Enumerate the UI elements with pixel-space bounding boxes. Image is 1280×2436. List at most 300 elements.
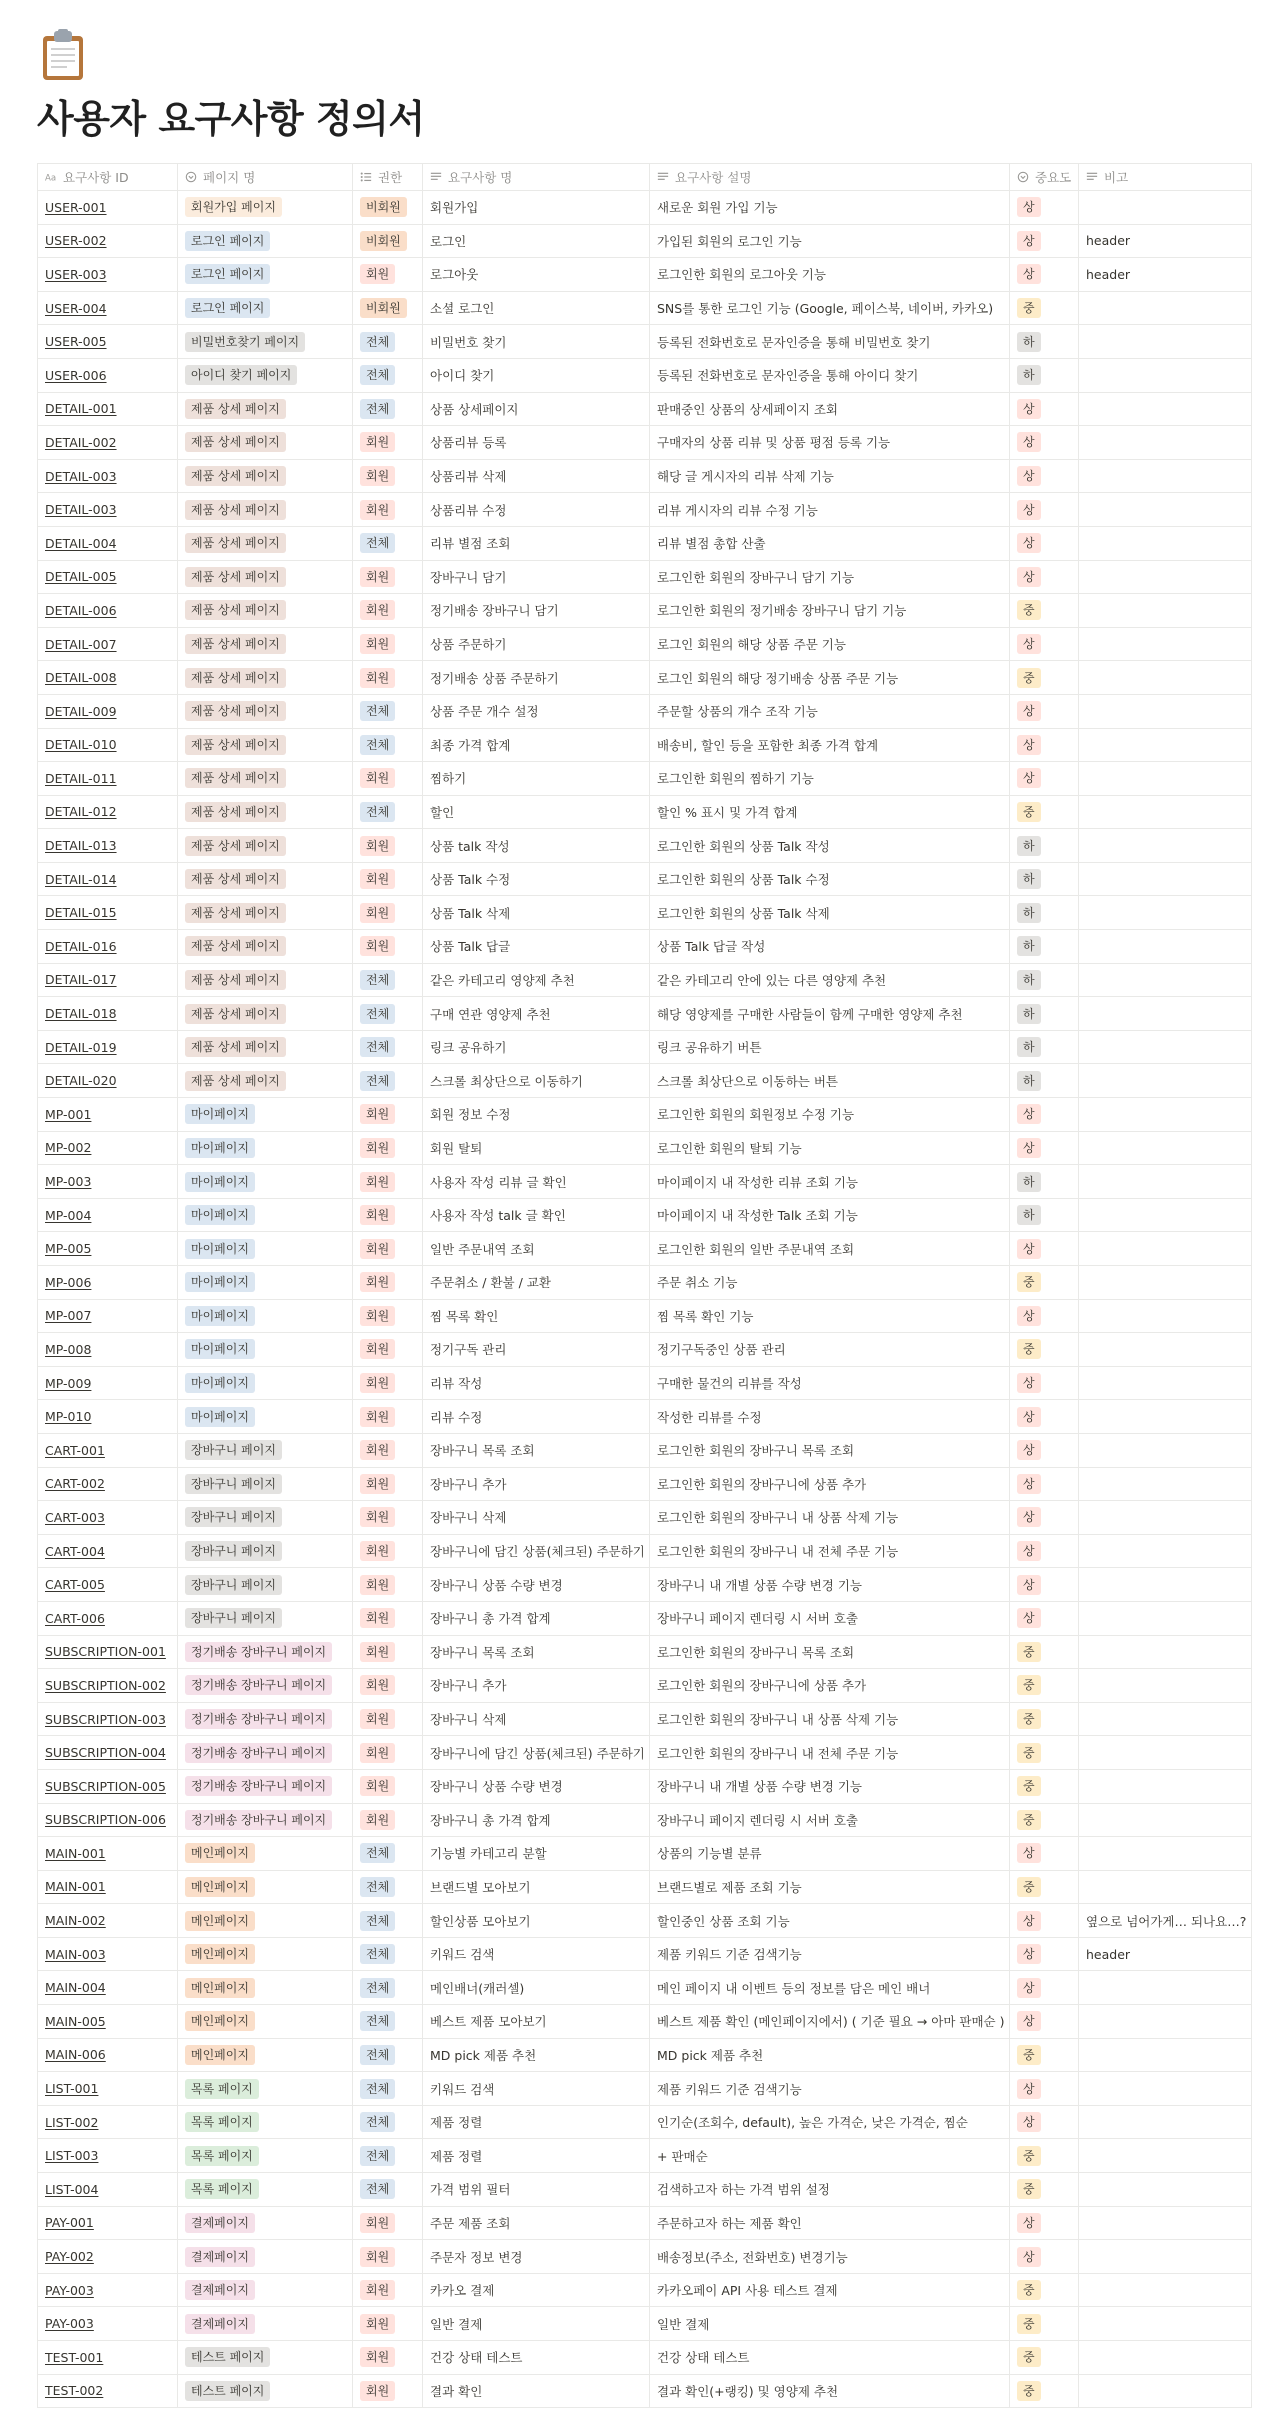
requirement-id-link[interactable]: MAIN-001: [45, 1845, 106, 1861]
requirement-desc-cell: 찜 목록 확인 기능: [650, 1299, 1010, 1333]
page-tag: 로그인 페이지: [185, 298, 270, 318]
requirement-name-cell: 비밀번호 찾기: [423, 325, 650, 359]
priority-cell: [1010, 1501, 1079, 1535]
auth-tag: 회원: [360, 1507, 395, 1527]
page-name-cell: [178, 930, 353, 964]
requirement-desc-cell: 같은 카테고리 안에 있는 다른 영양제 추천: [650, 963, 1010, 997]
page-tag: 장바구니 페이지: [185, 1575, 282, 1595]
requirement-id-link[interactable]: MAIN-001: [45, 1879, 106, 1895]
requirement-id-cell: [38, 1534, 178, 1568]
requirement-id-cell: [38, 1601, 178, 1635]
requirement-name-cell: 로그인: [423, 224, 650, 258]
requirement-id-link[interactable]: MP-010: [45, 1409, 92, 1425]
priority-tag: 상: [1017, 634, 1041, 654]
auth-tag: 회원: [360, 1272, 395, 1292]
auth-tag: 비회원: [360, 197, 407, 217]
requirement-id-link[interactable]: CART-001: [45, 1442, 105, 1458]
requirement-id-link[interactable]: DETAIL-008: [45, 670, 117, 686]
page-name-cell: [178, 224, 353, 258]
requirement-desc-cell: 브랜드별로 제품 조회 기능: [650, 1870, 1010, 1904]
auth-tag: 회원: [360, 1642, 395, 1662]
auth-cell: [353, 795, 423, 829]
requirement-id-link[interactable]: DETAIL-011: [45, 770, 117, 786]
requirement-id-cell: [38, 627, 178, 661]
column-header-id[interactable]: [38, 164, 178, 191]
priority-cell: [1010, 862, 1079, 896]
requirement-id-link[interactable]: LIST-003: [45, 2148, 99, 2164]
list-icon: [360, 171, 372, 183]
page-name-cell: [178, 795, 353, 829]
page-tag: 장바구니 페이지: [185, 1608, 282, 1628]
note-cell: [1079, 426, 1252, 460]
note-cell: [1079, 627, 1252, 661]
page-name-cell: [178, 2005, 353, 2039]
page-tag: 목록 페이지: [185, 2146, 259, 2166]
requirement-id-link[interactable]: PAY-003: [45, 2282, 94, 2298]
requirement-name-cell: 가격 범위 필터: [423, 2173, 650, 2207]
requirement-id-cell: [38, 694, 178, 728]
auth-cell: [353, 493, 423, 527]
priority-cell: [1010, 1870, 1079, 1904]
auth-tag: 전체: [360, 1911, 395, 1931]
requirement-id-link[interactable]: DETAIL-013: [45, 838, 117, 854]
auth-tag: 회원: [360, 1675, 395, 1695]
auth-cell: [353, 2105, 423, 2139]
page-tag: 테스트 페이지: [185, 2347, 270, 2367]
note-cell: [1079, 2139, 1252, 2173]
requirement-id-link[interactable]: MAIN-005: [45, 2013, 106, 2029]
requirement-id-link[interactable]: CART-004: [45, 1543, 105, 1559]
priority-tag: 중: [1017, 2045, 1041, 2065]
requirement-id-link[interactable]: PAY-003: [45, 2316, 94, 2332]
requirement-desc-cell: 등록된 전화번호로 문자인증을 통해 비밀번호 찾기: [650, 325, 1010, 359]
table-row: [38, 2038, 1252, 2072]
note-cell: [1079, 1971, 1252, 2005]
requirement-id-link[interactable]: USER-002: [45, 233, 107, 249]
page-name-cell: [178, 1635, 353, 1669]
requirement-id-link[interactable]: MP-008: [45, 1341, 92, 1357]
page-tag: 결제페이지: [185, 2280, 255, 2300]
requirement-name-cell: 리뷰 별점 조회: [423, 526, 650, 560]
column-header-label: 페이지 명: [203, 170, 256, 185]
page-name-cell: [178, 358, 353, 392]
table-row: [38, 291, 1252, 325]
requirement-id-link[interactable]: SUBSCRIPTION-005: [45, 1778, 166, 1794]
auth-cell: [353, 325, 423, 359]
note-cell: header: [1079, 1937, 1252, 1971]
auth-cell: [353, 258, 423, 292]
requirement-id-cell: [38, 1937, 178, 1971]
requirement-id-link[interactable]: LIST-001: [45, 2081, 99, 2097]
page-tag: 메인페이지: [185, 1944, 255, 1964]
requirement-id-link[interactable]: SUBSCRIPTION-001: [45, 1644, 166, 1660]
table-row: [38, 1232, 1252, 1266]
requirement-id-link[interactable]: DETAIL-014: [45, 871, 117, 887]
table-row: [38, 325, 1252, 359]
requirement-id-cell: [38, 191, 178, 225]
requirement-name-cell: 일반 결제: [423, 2307, 650, 2341]
requirement-id-link[interactable]: LIST-004: [45, 2181, 99, 2197]
requirement-id-link[interactable]: TEST-002: [45, 2383, 104, 2399]
note-cell: [1079, 762, 1252, 796]
page-name-cell: [178, 1534, 353, 1568]
priority-tag: 중: [1017, 2179, 1041, 2199]
column-header-desc[interactable]: [650, 164, 1010, 191]
requirement-id-cell: [38, 896, 178, 930]
priority-tag: 상: [1017, 1541, 1041, 1561]
table-row: [38, 1937, 1252, 1971]
requirement-id-link[interactable]: DETAIL-018: [45, 1006, 117, 1022]
note-cell: [1079, 1131, 1252, 1165]
note-cell: [1079, 1366, 1252, 1400]
priority-tag: 상: [1017, 231, 1041, 251]
requirement-name-cell: 찜 목록 확인: [423, 1299, 650, 1333]
priority-cell: [1010, 358, 1079, 392]
requirement-id-link[interactable]: TEST-001: [45, 2349, 104, 2365]
auth-tag: 회원: [360, 1743, 395, 1763]
priority-cell: [1010, 493, 1079, 527]
requirement-name-cell: 장바구니 상품 수량 변경: [423, 1769, 650, 1803]
table-row: [38, 728, 1252, 762]
page-tag: 목록 페이지: [185, 2079, 259, 2099]
priority-cell: [1010, 1333, 1079, 1367]
page-name-cell: [178, 661, 353, 695]
priority-cell: [1010, 1937, 1079, 1971]
clipboard-icon: [37, 28, 89, 82]
requirement-id-link[interactable]: MAIN-004: [45, 1980, 106, 1996]
requirement-id-link[interactable]: MP-001: [45, 1106, 92, 1122]
page-name-cell: [178, 1098, 353, 1132]
requirement-id-link[interactable]: USER-001: [45, 199, 107, 215]
table-row: [38, 1400, 1252, 1434]
requirement-desc-cell: 리뷰 별점 총합 산출: [650, 526, 1010, 560]
table-row: [38, 829, 1252, 863]
requirement-id-link[interactable]: DETAIL-004: [45, 535, 117, 551]
auth-cell: [353, 2038, 423, 2072]
priority-cell: [1010, 1803, 1079, 1837]
column-header-priority[interactable]: [1010, 164, 1079, 191]
requirement-id-link[interactable]: DETAIL-012: [45, 804, 117, 820]
requirement-id-link[interactable]: DETAIL-017: [45, 972, 117, 988]
requirement-id-link[interactable]: DETAIL-009: [45, 703, 117, 719]
requirement-id-link[interactable]: DETAIL-007: [45, 636, 117, 652]
requirement-id-link[interactable]: USER-004: [45, 300, 107, 316]
auth-cell: [353, 661, 423, 695]
priority-tag: 상: [1017, 1507, 1041, 1527]
auth-cell: [353, 728, 423, 762]
priority-cell: [1010, 2173, 1079, 2207]
note-cell: [1079, 2038, 1252, 2072]
note-cell: [1079, 829, 1252, 863]
requirement-desc-cell: 주문 취소 기능: [650, 1266, 1010, 1300]
page-name-cell: [178, 2273, 353, 2307]
page-tag: 제품 상세 페이지: [185, 1037, 286, 1057]
requirement-id-link[interactable]: DETAIL-003: [45, 468, 117, 484]
table-row: [38, 392, 1252, 426]
requirement-name-cell: 건강 상태 테스트: [423, 2341, 650, 2375]
requirement-name-cell: 리뷰 작성: [423, 1366, 650, 1400]
requirement-id-link[interactable]: DETAIL-015: [45, 905, 117, 921]
requirement-desc-cell: 정기구독중인 상품 관리: [650, 1333, 1010, 1367]
auth-cell: [353, 594, 423, 628]
requirement-id-cell: [38, 2072, 178, 2106]
column-header-label: 요구사항 설명: [675, 170, 752, 185]
column-header-note[interactable]: [1079, 164, 1252, 191]
requirement-desc-cell: 주문하고자 하는 제품 확인: [650, 2206, 1010, 2240]
page-name-cell: [178, 1198, 353, 1232]
requirement-name-cell: 로그아웃: [423, 258, 650, 292]
requirement-id-link[interactable]: MAIN-002: [45, 1913, 106, 1929]
requirement-id-cell: [38, 1131, 178, 1165]
page-tag: 아이디 찾기 페이지: [185, 365, 297, 385]
requirement-id-link[interactable]: DETAIL-002: [45, 434, 117, 450]
page-tag: 제품 상세 페이지: [185, 1071, 286, 1091]
page-name-cell: [178, 1971, 353, 2005]
column-header-name[interactable]: [423, 164, 650, 191]
priority-cell: [1010, 2105, 1079, 2139]
text-icon: [657, 171, 669, 183]
requirement-desc-cell: 마이페이지 내 작성한 리뷰 조회 기능: [650, 1165, 1010, 1199]
page-name-cell: [178, 2105, 353, 2139]
page-tag: 제품 상세 페이지: [185, 668, 286, 688]
priority-tag: 상: [1017, 768, 1041, 788]
requirement-id-link[interactable]: DETAIL-001: [45, 401, 117, 417]
auth-tag: 회원: [360, 1709, 395, 1729]
requirement-id-cell: [38, 795, 178, 829]
priority-cell: [1010, 930, 1079, 964]
requirement-name-cell: 기능별 카테고리 분할: [423, 1837, 650, 1871]
requirement-id-link[interactable]: SUBSCRIPTION-004: [45, 1745, 166, 1761]
auth-tag: 전체: [360, 2079, 395, 2099]
requirement-id-link[interactable]: DETAIL-005: [45, 569, 117, 585]
requirement-id-link[interactable]: MP-009: [45, 1375, 92, 1391]
requirement-id-link[interactable]: CART-005: [45, 1577, 105, 1593]
requirement-id-link[interactable]: MP-005: [45, 1241, 92, 1257]
requirement-desc-cell: 로그인 회원의 해당 정기배송 상품 주문 기능: [650, 661, 1010, 695]
requirement-id-link[interactable]: SUBSCRIPTION-003: [45, 1711, 166, 1727]
priority-cell: [1010, 1971, 1079, 2005]
requirement-id-link[interactable]: MAIN-006: [45, 2047, 106, 2063]
page-tag: 제품 상세 페이지: [185, 802, 286, 822]
auth-tag: 회원: [360, 1339, 395, 1359]
page-tag: 테스트 페이지: [185, 2381, 270, 2401]
priority-cell: [1010, 1266, 1079, 1300]
note-cell: header: [1079, 224, 1252, 258]
column-header-auth[interactable]: [353, 164, 423, 191]
auth-tag: 회원: [360, 2280, 395, 2300]
page-name-cell: [178, 1568, 353, 1602]
requirement-id-link[interactable]: CART-002: [45, 1476, 105, 1492]
requirement-id-link[interactable]: PAY-001: [45, 2215, 94, 2231]
requirement-id-cell: [38, 1971, 178, 2005]
priority-cell: [1010, 191, 1079, 225]
auth-cell: [353, 997, 423, 1031]
auth-cell: [353, 1769, 423, 1803]
requirement-id-link[interactable]: DETAIL-016: [45, 938, 117, 954]
requirement-id-cell: [38, 829, 178, 863]
requirement-id-link[interactable]: DETAIL-010: [45, 737, 117, 753]
auth-cell: [353, 1098, 423, 1132]
requirement-id-link[interactable]: DETAIL-003: [45, 502, 117, 518]
priority-tag: 상: [1017, 264, 1041, 284]
page-tag: 정기배송 장바구니 페이지: [185, 1642, 332, 1662]
priority-cell: [1010, 661, 1079, 695]
note-cell: [1079, 2374, 1252, 2408]
priority-tag: 하: [1017, 365, 1041, 385]
requirement-id-link[interactable]: DETAIL-019: [45, 1039, 117, 1055]
auth-cell: [353, 1635, 423, 1669]
requirement-id-link[interactable]: CART-006: [45, 1610, 105, 1626]
column-header-page[interactable]: [178, 164, 353, 191]
auth-tag: 회원: [360, 2247, 395, 2267]
requirement-id-link[interactable]: MP-006: [45, 1274, 92, 1290]
page-name-cell: [178, 1366, 353, 1400]
requirement-name-cell: 장바구니 목록 조회: [423, 1635, 650, 1669]
page-tag: 메인페이지: [185, 1978, 255, 1998]
requirement-id-link[interactable]: DETAIL-006: [45, 602, 117, 618]
priority-cell: [1010, 560, 1079, 594]
requirement-id-link[interactable]: USER-006: [45, 367, 107, 383]
requirement-desc-cell: 로그인한 회원의 장바구니 내 상품 삭제 기능: [650, 1501, 1010, 1535]
requirement-id-cell: [38, 963, 178, 997]
priority-cell: [1010, 997, 1079, 1031]
requirement-desc-cell: 제품 키워드 기준 검색기능: [650, 1937, 1010, 1971]
priority-tag: 하: [1017, 332, 1041, 352]
requirement-desc-cell: 일반 결제: [650, 2307, 1010, 2341]
page-tag: 제품 상세 페이지: [185, 970, 286, 990]
table-row: [38, 1433, 1252, 1467]
page-tag: 마이페이지: [185, 1407, 255, 1427]
page-name-cell: [178, 1702, 353, 1736]
requirement-id-cell: [38, 1400, 178, 1434]
auth-tag: 회원: [360, 567, 395, 587]
note-cell: [1079, 560, 1252, 594]
page-tag: 장바구니 페이지: [185, 1474, 282, 1494]
priority-tag: 중: [1017, 298, 1041, 318]
priority-tag: 중: [1017, 1272, 1041, 1292]
requirement-id-link[interactable]: USER-005: [45, 334, 107, 350]
requirement-id-cell: [38, 762, 178, 796]
requirement-id-link[interactable]: SUBSCRIPTION-002: [45, 1677, 166, 1693]
requirement-desc-cell: 로그인한 회원의 상품 Talk 수정: [650, 862, 1010, 896]
auth-cell: [353, 2173, 423, 2207]
requirement-id-cell: [38, 594, 178, 628]
requirement-id-cell: [38, 1635, 178, 1669]
requirement-desc-cell: 로그인한 회원의 회원정보 수정 기능: [650, 1098, 1010, 1132]
requirement-name-cell: 할인상품 모아보기: [423, 1904, 650, 1938]
priority-tag: 하: [1017, 1071, 1041, 1091]
note-cell: [1079, 997, 1252, 1031]
requirement-id-cell: [38, 2105, 178, 2139]
auth-cell: [353, 358, 423, 392]
priority-cell: [1010, 1400, 1079, 1434]
page-name-cell: [178, 291, 353, 325]
requirement-name-cell: 장바구니 삭제: [423, 1501, 650, 1535]
auth-cell: [353, 392, 423, 426]
requirement-id-link[interactable]: MP-002: [45, 1140, 92, 1156]
auth-cell: [353, 426, 423, 460]
page-name-cell: [178, 191, 353, 225]
note-cell: [1079, 493, 1252, 527]
note-cell: [1079, 1198, 1252, 1232]
page-title: 사용자 요구사항 정의서: [37, 97, 425, 141]
table-body: [38, 191, 1252, 2408]
page-name-cell: [178, 459, 353, 493]
requirement-id-link[interactable]: MP-003: [45, 1174, 92, 1190]
requirement-id-link[interactable]: USER-003: [45, 266, 107, 282]
table-row: [38, 2173, 1252, 2207]
page-name-cell: [178, 1870, 353, 1904]
auth-cell: [353, 1937, 423, 1971]
page-tag: 제품 상세 페이지: [185, 600, 286, 620]
priority-cell: [1010, 2005, 1079, 2039]
requirement-id-link[interactable]: SUBSCRIPTION-006: [45, 1812, 166, 1828]
priority-cell: [1010, 728, 1079, 762]
requirement-desc-cell: 구매자의 상품 리뷰 및 상품 평점 등록 기능: [650, 426, 1010, 460]
note-cell: [1079, 2240, 1252, 2274]
table-row: [38, 2240, 1252, 2274]
table-row: [38, 493, 1252, 527]
auth-tag: 회원: [360, 869, 395, 889]
requirement-name-cell: 사용자 작성 리뷰 글 확인: [423, 1165, 650, 1199]
priority-tag: 중: [1017, 2280, 1041, 2300]
priority-tag: 상: [1017, 567, 1041, 587]
auth-tag: 회원: [360, 1474, 395, 1494]
auth-cell: [353, 1971, 423, 2005]
priority-cell: [1010, 1702, 1079, 1736]
requirement-id-link[interactable]: MP-004: [45, 1207, 92, 1223]
requirement-id-link[interactable]: DETAIL-020: [45, 1073, 117, 1089]
page-name-cell: [178, 1232, 353, 1266]
priority-cell: [1010, 291, 1079, 325]
requirement-name-cell: 회원 정보 수정: [423, 1098, 650, 1132]
requirement-id-link[interactable]: PAY-002: [45, 2249, 94, 2265]
priority-cell: [1010, 1165, 1079, 1199]
priority-tag: 중: [1017, 1743, 1041, 1763]
priority-tag: 상: [1017, 1104, 1041, 1124]
auth-tag: 전체: [360, 701, 395, 721]
requirement-desc-cell: 상품의 기능별 분류: [650, 1837, 1010, 1871]
requirement-name-cell: 상품리뷰 등록: [423, 426, 650, 460]
table-row: [38, 526, 1252, 560]
priority-cell: [1010, 694, 1079, 728]
note-cell: [1079, 2273, 1252, 2307]
requirement-name-cell: 구매 연관 영양제 추천: [423, 997, 650, 1031]
table-row: [38, 1131, 1252, 1165]
priority-cell: [1010, 627, 1079, 661]
priority-cell: [1010, 2139, 1079, 2173]
requirement-name-cell: 정기배송 상품 주문하기: [423, 661, 650, 695]
requirement-name-cell: 카카오 결제: [423, 2273, 650, 2307]
page-tag: 제품 상세 페이지: [185, 432, 286, 452]
auth-cell: [353, 2341, 423, 2375]
auth-cell: [353, 1467, 423, 1501]
auth-cell: [353, 1400, 423, 1434]
auth-cell: [353, 896, 423, 930]
table-row: [38, 1467, 1252, 1501]
requirement-id-link[interactable]: MP-007: [45, 1308, 92, 1324]
priority-tag: 상: [1017, 2247, 1041, 2267]
requirement-id-cell: [38, 997, 178, 1031]
page-name-cell: [178, 2173, 353, 2207]
requirement-id-link[interactable]: MAIN-003: [45, 1946, 106, 1962]
requirement-id-link[interactable]: CART-003: [45, 1509, 105, 1525]
requirement-id-link[interactable]: LIST-002: [45, 2114, 99, 2130]
priority-tag: 상: [1017, 2112, 1041, 2132]
priority-cell: [1010, 1568, 1079, 1602]
note-cell: [1079, 1534, 1252, 1568]
requirement-desc-cell: 로그인한 회원의 장바구니 담기 기능: [650, 560, 1010, 594]
